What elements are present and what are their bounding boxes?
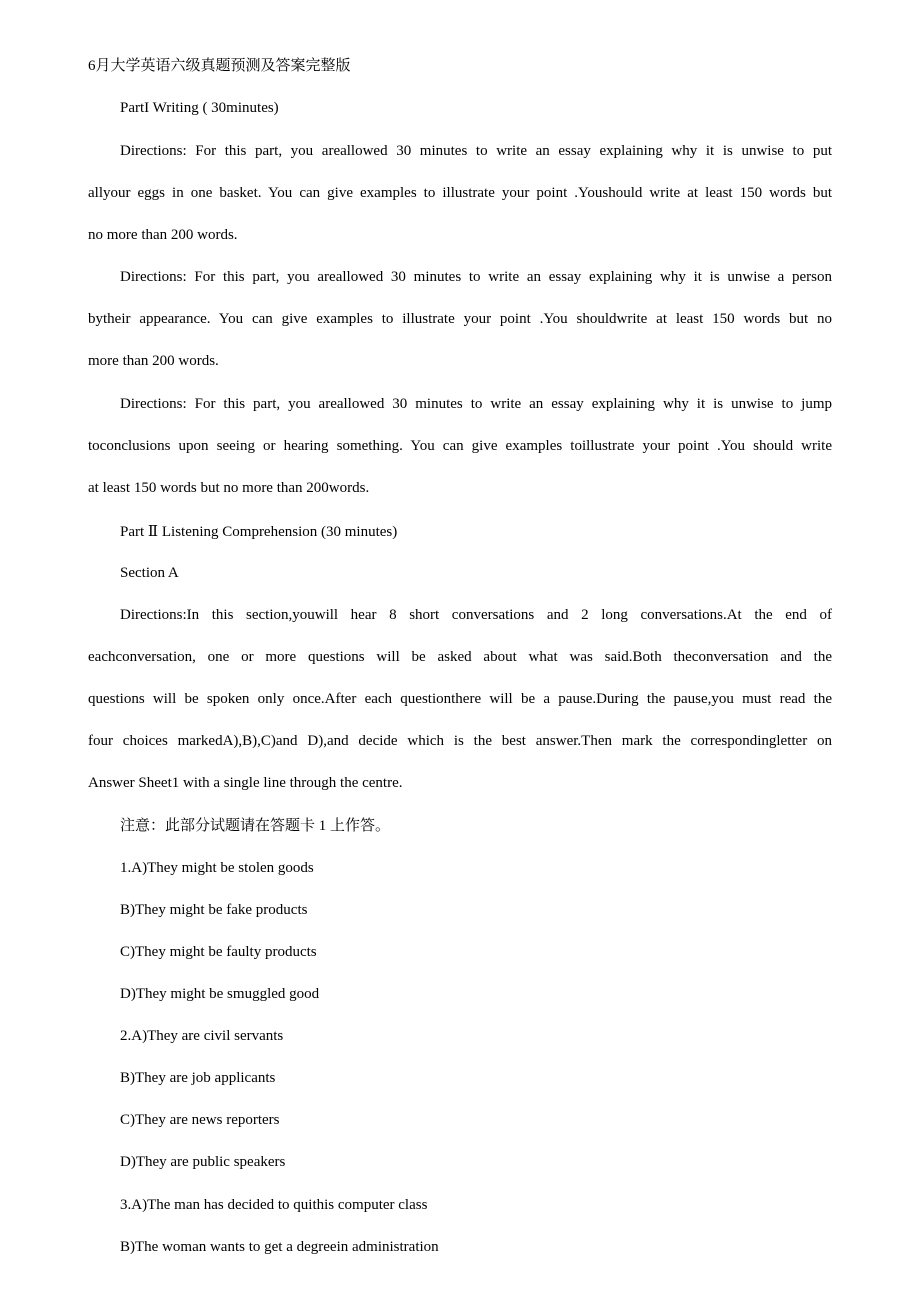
question-1-option-b: B)They might be fake products [120,902,308,918]
listening-directions-line-2: eachconversation, one or more questions will be asked about what was said.Both theconversation and the [88,649,832,665]
document-title: 6月大学英语六级真题预测及答案完整版 [88,58,351,74]
section-a-heading: Section A [120,565,179,581]
directions-3-line-3: at least 150 words but no more than 200words. [88,480,370,496]
part1-heading: PartI Writing ( 30minutes) [120,100,279,116]
directions-3-line-2: toconclusions upon seeing or hearing something. You can give examples toillustrate your point .You should write [88,438,832,454]
part2-heading: Part Ⅱ Listening Comprehension (30 minutes) [120,524,398,540]
question-3-option-a: 3.A)The man has decided to quithis computer class [120,1197,428,1213]
question-1-option-d: D)They might be smuggled good [120,986,320,1002]
listening-directions-line-1: Directions:In this section,youwill hear 8 short conversations and 2 long conversations.At the end of [120,607,832,623]
directions-2-line-2: bytheir appearance. You can give examples to illustrate your point .You shouldwrite at least 150 words but no [88,311,832,327]
directions-1-line-3: no more than 200 words. [88,227,238,243]
question-2-option-b: B)They are job applicants [120,1070,276,1086]
directions-1-line-2: allyour eggs in one basket. You can give examples to illustrate your point .Youshould write at least 150 words but [88,185,832,201]
directions-2-line-1: Directions: For this part, you areallowed 30 minutes to write an essay explaining why it is unwise a person [120,269,832,285]
listening-directions-line-3: questions will be spoken only once.After each questionthere will be a pause.During the pause,you must read the [88,691,832,707]
directions-3-line-1: Directions: For this part, you areallowed 30 minutes to write an essay explaining why it is unwise to jump [120,396,832,412]
question-2-option-d: D)They are public speakers [120,1154,286,1170]
listening-directions-line-5: Answer Sheet1 with a single line through the centre. [88,775,403,791]
question-1-option-c: C)They might be faulty products [120,944,317,960]
answer-note: 注意：此部分试题请在答题卡 1 上作答。 [120,818,391,834]
question-3-option-b: B)The woman wants to get a degreein administration [120,1239,439,1255]
directions-1-line-1: Directions: For this part, you areallowed 30 minutes to write an essay explaining why it is unwise to put [120,143,832,159]
question-1-option-a: 1.A)They might be stolen goods [120,860,314,876]
question-2-option-c: C)They are news reporters [120,1112,280,1128]
listening-directions-line-4: four choices markedA),B),C)and D),and decide which is the best answer.Then mark the correspondingletter on [88,733,832,749]
question-2-option-a: 2.A)They are civil servants [120,1028,284,1044]
directions-2-line-3: more than 200 words. [88,353,219,369]
